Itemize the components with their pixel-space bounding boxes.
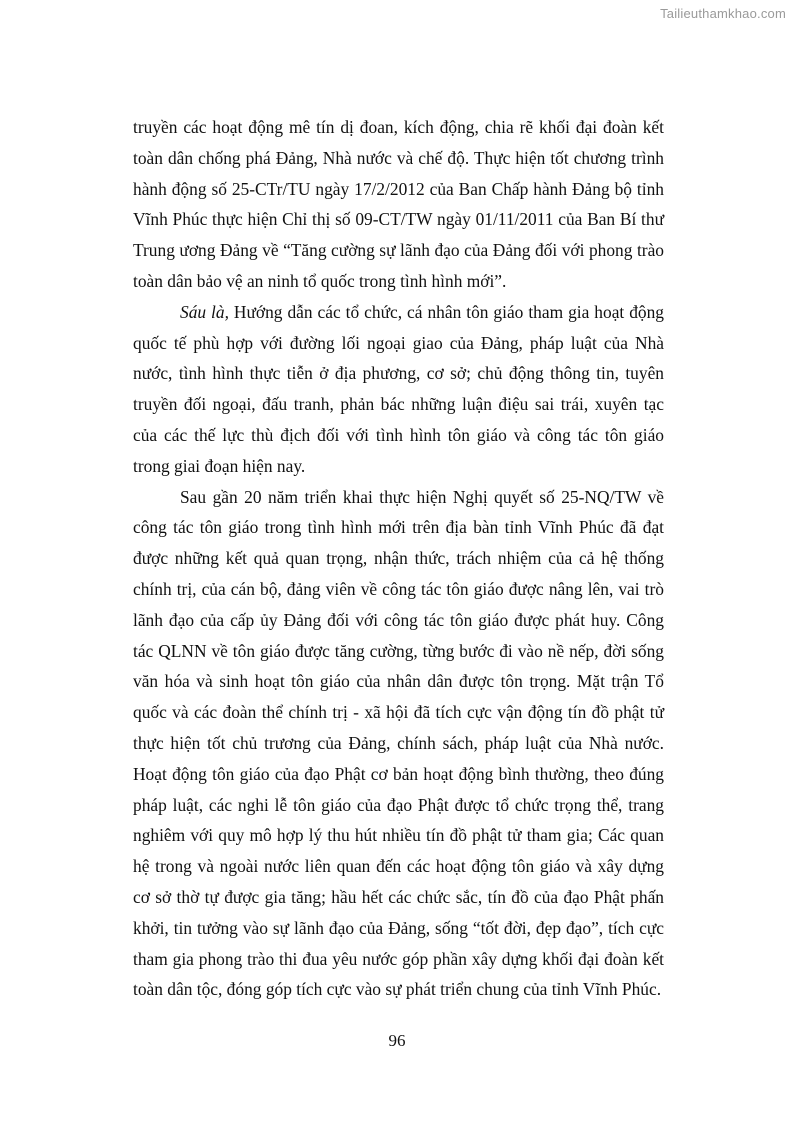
- document-body: [133, 112, 664, 1005]
- paragraph-sixth-point: [133, 297, 664, 482]
- paragraph-summary: [133, 482, 664, 1006]
- paragraph-continuation: [133, 112, 664, 297]
- page-number: 96: [388, 1031, 406, 1050]
- watermark-text: Tailieuthamkhao.com: [660, 6, 786, 21]
- paragraph-lead-italic: Sáu là,: [180, 301, 229, 322]
- paragraph-text: truyền các hoạt động mê tín dị đoan, kích động, chia rẽ khối đại đoàn kết toàn dân chống phá Đảng, Nhà nước và chế độ. Thực hiện tốt chương trình hành động số 25-CTr/TU ngày 17/2/2012 của Ban Chấp hành Đảng bộ tỉnh Vĩnh Phúc thực hiện Chỉ thị số 09-CT/TW ngày 01/11/2011 của Ban Bí thư Trung ương Đảng về “Tăng cường sự lãnh đạo của Đảng đối với phong trào toàn dân bảo vệ an ninh tổ quốc trong tình hình mới”.: [133, 117, 664, 291]
- paragraph-text: Sau gần 20 năm triển khai thực hiện Nghị quyết số 25-NQ/TW về công tác tôn giáo trong tình hình mới trên địa bàn tỉnh Vĩnh Phúc đã đạt được những kết quả quan trọng, nhận thức, trách nhiệm của cả hệ thống chính trị, của cán bộ, đảng viên về công tác tôn giáo được nâng lên, vai trò lãnh đạo của cấp ủy Đảng đối với công tác tôn giáo được phát huy. Công tác QLNN về tôn giáo được tăng cường, từng bước đi vào nề nếp, đời sống văn hóa và sinh hoạt tôn giáo của nhân dân được tôn trọng. Mặt trận Tổ quốc và các đoàn thể chính trị - xã hội đã tích cực vận động tín đồ phật tử thực hiện tốt chủ trương của Đảng, chính sách, pháp luật của Nhà nước. Hoạt động tôn giáo của đạo Phật cơ bản hoạt động bình thường, theo đúng pháp luật, các nghi lễ tôn giáo của đạo Phật được tổ chức trọng thể, trang nghiêm với quy mô hợp lý thu hút nhiều tín đồ phật tử tham gia; Các quan hệ trong và ngoài nước liên quan đến các hoạt động tôn giáo và xây dựng cơ sở thờ tự được gia tăng; hầu hết các chức sắc, tín đồ của đạo Phật phấn khởi, tin tưởng vào sự lãnh đạo của Đảng, sống “tốt đời, đẹp đạo”, tích cực tham gia phong trào thi đua yêu nước góp phần xây dựng khối đại đoàn kết toàn dân tộc, đóng góp tích cực vào sự phát triển chung của tỉnh Vĩnh Phúc.: [133, 486, 664, 1000]
- paragraph-text: Hướng dẫn các tổ chức, cá nhân tôn giáo tham gia hoạt động quốc tế phù hợp với đường lối ngoại giao của Đảng, pháp luật của Nhà nước, tình hình thực tiễn ở địa phương, cơ sở; chủ động thông tin, tuyên truyền đối ngoại, đấu tranh, phản bác những luận điệu sai trái, xuyên tạc của các thế lực thù địch đối với tình hình tôn giáo và công tác tôn giáo trong giai đoạn hiện nay.: [133, 301, 664, 476]
